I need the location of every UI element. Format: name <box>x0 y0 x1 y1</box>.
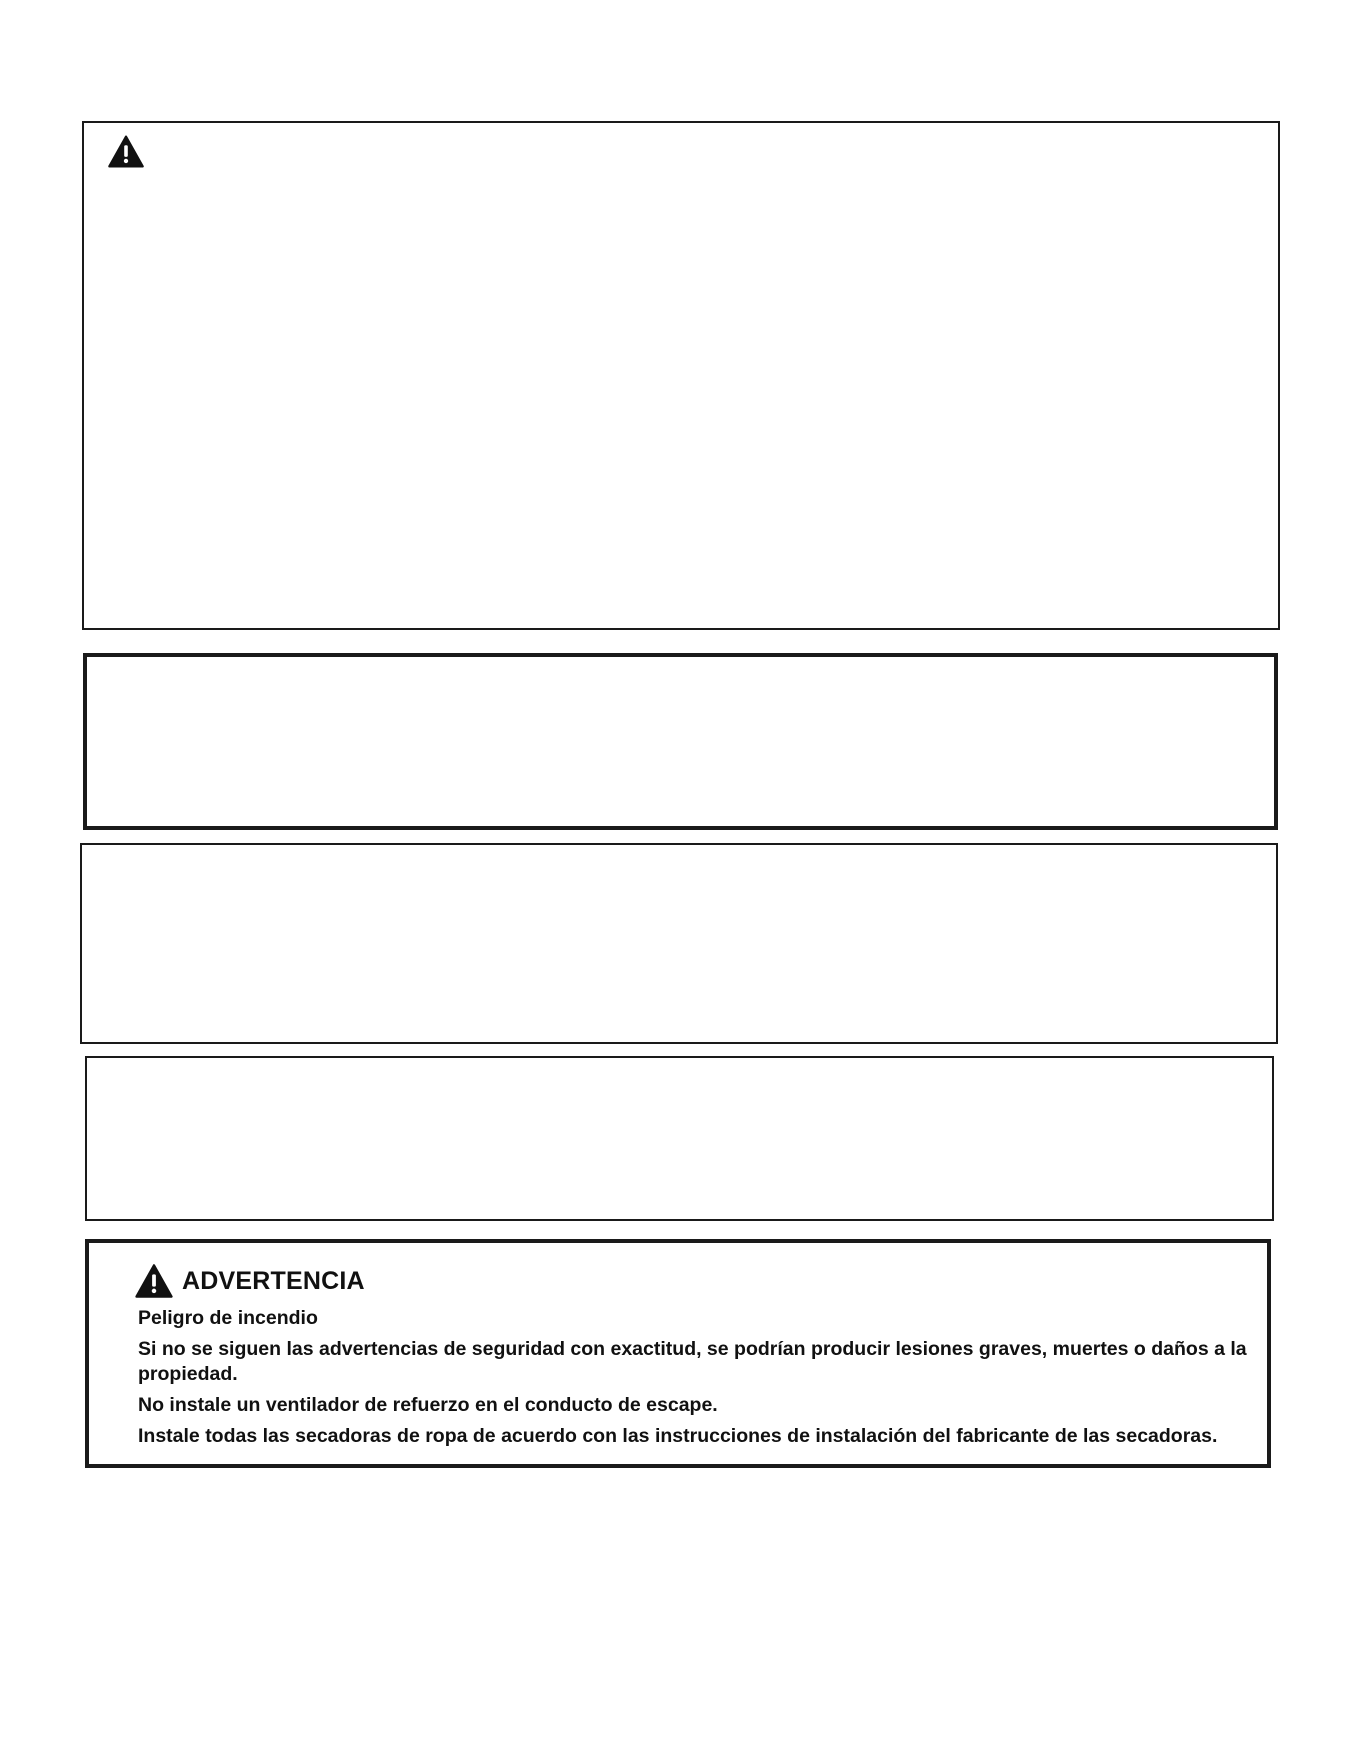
warning-triangle-icon <box>135 1264 173 1298</box>
blank-notice-panel-2 <box>80 843 1278 1044</box>
warning-title: ADVERTENCIA <box>182 1267 365 1295</box>
blank-notice-panel-1 <box>83 653 1278 830</box>
warning-line-install-instructions: Instale todas las secadoras de ropa de acuerdo con las instrucciones de instalación del fabricante de las secadoras. <box>138 1425 1218 1447</box>
blank-notice-panel-3 <box>85 1056 1274 1221</box>
hazard-type: Peligro de incendio <box>138 1307 318 1329</box>
advertencia-warning-panel <box>85 1239 1271 1468</box>
warning-line-booster-fan: No instale un ventilador de refuerzo en el conducto de escape. <box>138 1394 718 1416</box>
warning-heading <box>135 1263 365 1299</box>
blank-warning-panel <box>82 121 1280 630</box>
warning-line-consequence: Si no se siguen las advertencias de seguridad con exactitud, se podrían producir lesiones graves, muertes o daños a la propiedad. <box>138 1338 1247 1385</box>
warning-body <box>138 1306 1258 1455</box>
warning-triangle-icon <box>108 135 144 168</box>
